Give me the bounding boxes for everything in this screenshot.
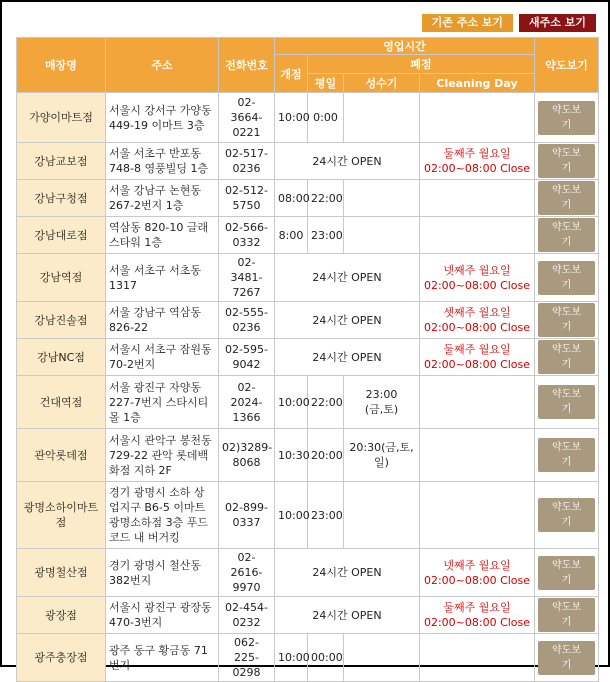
map-cell [535, 634, 599, 682]
map-button[interactable]: 약도보기 [538, 144, 595, 178]
cleaning-day: 둘째주 월요일 02:00~08:00 Close [420, 143, 535, 180]
store-name: 강남교보점 [17, 143, 106, 180]
store-address: 서울 서초구 반포동 748-8 영풍빌딩 1층 [106, 143, 219, 180]
cleaning-day [420, 217, 535, 254]
map-button[interactable]: 약도보기 [538, 218, 595, 252]
store-table [16, 37, 599, 682]
store-address: 서울 광진구 자양동 227-7번지 스타시티몰 1층 [106, 376, 219, 429]
store-phone: 02-899-0337 [219, 482, 275, 549]
store-phone: 02-2616-9970 [219, 549, 275, 597]
map-button[interactable]: 약도보기 [538, 438, 595, 472]
store-row [17, 93, 599, 143]
store-address: 경기 광명시 철산동 382번지 [106, 549, 219, 597]
address-toggle [422, 14, 596, 32]
store-phone: 02-3664-0221 [219, 93, 275, 143]
map-cell [535, 376, 599, 429]
open-24h: 24시간 OPEN [275, 143, 420, 180]
map-button[interactable]: 약도보기 [538, 641, 595, 675]
map-cell [535, 549, 599, 597]
store-phone: 02-512-5750 [219, 180, 275, 217]
store-address: 서울시 광진구 광장동 470-3번지 [106, 597, 219, 634]
map-cell [535, 217, 599, 254]
store-row [17, 482, 599, 549]
header-store: 매장명 [17, 38, 106, 93]
old-address-button[interactable]: 기존 주소 보기 [422, 14, 513, 32]
close-weekday: 00:00 [308, 634, 344, 682]
header-weekday: 평일 [308, 74, 344, 93]
store-name: 강남NC점 [17, 339, 106, 376]
store-row [17, 339, 599, 376]
store-name: 가양이마트점 [17, 93, 106, 143]
cleaning-day [420, 376, 535, 429]
store-address: 서울시 서초구 잠원동 70-2번지 [106, 339, 219, 376]
map-button[interactable]: 약도보기 [538, 101, 595, 135]
header-hours: 영업시간 [275, 38, 535, 55]
store-row [17, 180, 599, 217]
store-address: 서울시 관악구 봉천동 729-22 관악 롯데백화점 지하 2F [106, 429, 219, 482]
store-address: 서울 강남구 논현동 267-2번지 1층 [106, 180, 219, 217]
open-time: 10:00 [275, 482, 308, 549]
close-peak: 23:00 (금,토) [344, 376, 420, 429]
store-name: 강남대로점 [17, 217, 106, 254]
store-row [17, 302, 599, 339]
store-phone: 062-225-0298 [219, 634, 275, 682]
map-button[interactable]: 약도보기 [538, 498, 595, 532]
store-address: 서울 강남구 역삼동 826-22 [106, 302, 219, 339]
close-weekday: 23:00 [308, 217, 344, 254]
map-cell [535, 339, 599, 376]
close-peak [344, 93, 420, 143]
new-address-button[interactable]: 새주소 보기 [519, 14, 596, 32]
store-name: 강남역점 [17, 254, 106, 302]
map-button[interactable]: 약도보기 [538, 340, 595, 374]
map-button[interactable]: 약도보기 [538, 385, 595, 419]
header-close: 폐점 [308, 55, 535, 74]
map-button[interactable]: 약도보기 [538, 556, 595, 590]
store-address: 서울 서초구 서초동 1317 [106, 254, 219, 302]
header-cleaning: Cleaning Day [420, 74, 535, 93]
store-name: 광주충장점 [17, 634, 106, 682]
close-peak [344, 634, 420, 682]
cleaning-day [420, 93, 535, 143]
store-name: 광명소하이마트점 [17, 482, 106, 549]
close-weekday: 22:00 [308, 180, 344, 217]
close-weekday: 22:00 [308, 376, 344, 429]
store-name: 광장점 [17, 597, 106, 634]
map-button[interactable]: 약도보기 [538, 598, 595, 632]
store-address: 역삼동 820-10 글래스타워 1층 [106, 217, 219, 254]
cleaning-day [420, 482, 535, 549]
open-time: 08:00 [275, 180, 308, 217]
store-phone: 02-517-0236 [219, 143, 275, 180]
store-phone: 02)3289-8068 [219, 429, 275, 482]
open-time: 10:30 [275, 429, 308, 482]
cleaning-day: 넷째주 월요일 02:00~08:00 Close [420, 254, 535, 302]
map-cell [535, 302, 599, 339]
cleaning-day: 넷째주 월요일 02:00~08:00 Close [420, 549, 535, 597]
store-phone: 02-2024-1366 [219, 376, 275, 429]
store-name: 광명철산점 [17, 549, 106, 597]
close-peak [344, 482, 420, 549]
close-peak [344, 217, 420, 254]
store-phone: 02-555-0236 [219, 302, 275, 339]
map-cell [535, 429, 599, 482]
map-button[interactable]: 약도보기 [538, 261, 595, 295]
store-address: 서울시 강서구 가양동 449-19 이마트 3층 [106, 93, 219, 143]
map-cell [535, 143, 599, 180]
close-peak: 20:30(금,토, 일) [344, 429, 420, 482]
store-row [17, 549, 599, 597]
store-row [17, 143, 599, 180]
open-time: 10:00 [275, 93, 308, 143]
map-button[interactable]: 약도보기 [538, 181, 595, 215]
map-button[interactable]: 약도보기 [538, 303, 595, 337]
header-open: 개점 [275, 55, 308, 93]
map-cell [535, 180, 599, 217]
close-peak [344, 180, 420, 217]
store-row [17, 597, 599, 634]
store-row [17, 634, 599, 682]
open-24h: 24시간 OPEN [275, 549, 420, 597]
open-time: 10:00 [275, 376, 308, 429]
map-cell [535, 254, 599, 302]
open-24h: 24시간 OPEN [275, 302, 420, 339]
cleaning-day [420, 180, 535, 217]
map-cell [535, 93, 599, 143]
open-24h: 24시간 OPEN [275, 254, 420, 302]
store-row [17, 254, 599, 302]
cleaning-day [420, 429, 535, 482]
store-row [17, 376, 599, 429]
close-weekday: 0:00 [308, 93, 344, 143]
open-time: 10:00 [275, 634, 308, 682]
store-address: 광주 동구 황금동 71번지 [106, 634, 219, 682]
cleaning-day: 둘째주 월요일 02:00~08:00 Close [420, 597, 535, 634]
header-peak: 성수기 [344, 74, 420, 93]
header-map: 약도보기 [535, 38, 599, 93]
cleaning-day: 셋째주 월요일 02:00~08:00 Close [420, 302, 535, 339]
store-address: 경기 광명시 소하 상업지구 B6-5 이마트 광명소하점 3층 푸드코드 내 버거킹 [106, 482, 219, 549]
open-24h: 24시간 OPEN [275, 339, 420, 376]
header-address: 주소 [106, 38, 219, 93]
store-phone: 02-454-0232 [219, 597, 275, 634]
store-name: 강남진솔점 [17, 302, 106, 339]
open-time: 8:00 [275, 217, 308, 254]
map-cell [535, 597, 599, 634]
open-24h: 24시간 OPEN [275, 597, 420, 634]
store-name: 관악롯데점 [17, 429, 106, 482]
store-row [17, 217, 599, 254]
cleaning-day: 둘째주 월요일 02:00~08:00 Close [420, 339, 535, 376]
close-weekday: 20:00 [308, 429, 344, 482]
close-weekday: 23:00 [308, 482, 344, 549]
cleaning-day [420, 634, 535, 682]
store-phone: 02-3481-7267 [219, 254, 275, 302]
store-name: 강남구청점 [17, 180, 106, 217]
store-name: 건대역점 [17, 376, 106, 429]
store-row [17, 429, 599, 482]
map-cell [535, 482, 599, 549]
header-phone: 전화번호 [219, 38, 275, 93]
store-phone: 02-595-9042 [219, 339, 275, 376]
store-phone: 02-566-0332 [219, 217, 275, 254]
